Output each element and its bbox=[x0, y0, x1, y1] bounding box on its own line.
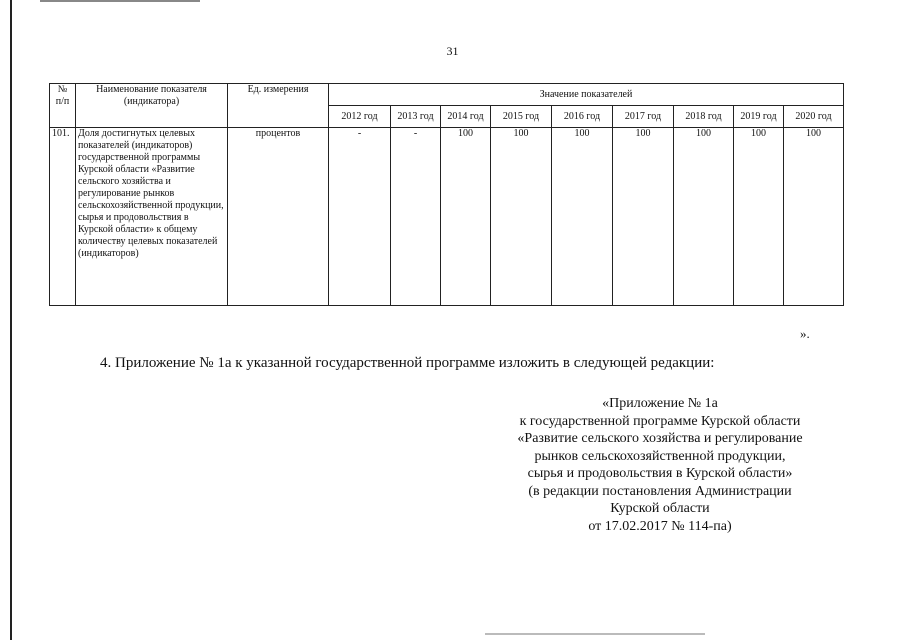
header-year: 2020 год bbox=[784, 106, 844, 128]
row-value: 100 bbox=[734, 128, 784, 306]
row-value: 100 bbox=[674, 128, 734, 306]
row-unit: процентов bbox=[228, 128, 329, 306]
header-number: № п/п bbox=[50, 84, 76, 128]
annex-line: (в редакции постановления Администрации bbox=[528, 483, 792, 499]
scan-bottom-artifact bbox=[485, 633, 705, 635]
header-year: 2014 год bbox=[441, 106, 491, 128]
annex-line: рынков сельскохозяйственной продукции, bbox=[534, 448, 786, 464]
row-value: 100 bbox=[552, 128, 613, 306]
scan-top-artifact bbox=[40, 0, 200, 2]
row-number: 101. bbox=[50, 128, 76, 306]
annex-line: Курской области bbox=[610, 501, 710, 516]
table-row bbox=[50, 128, 844, 306]
closing-quote: ». bbox=[800, 326, 810, 341]
annex-line: к государственной программе Курской области bbox=[519, 413, 801, 429]
row-value: 100 bbox=[613, 128, 674, 306]
annex-line: от 17.02.2017 № 114-па) bbox=[588, 518, 732, 534]
header-year: 2019 год bbox=[734, 106, 784, 128]
row-indicator-name: Доля достигнутых целевых показателей (индикаторов) государственной программы Курской области «Развитие сельского хозяйства и регулирование рынков сельскохозяйственной продукции, сырья и продовольствия в Курской области» к общему количеству целевых показателей (индикаторов) bbox=[76, 128, 228, 306]
annex-heading-block bbox=[480, 395, 840, 535]
row-value: - bbox=[391, 128, 441, 306]
header-year: 2018 год bbox=[674, 106, 734, 128]
row-value: - bbox=[329, 128, 391, 306]
header-year: 2015 год bbox=[491, 106, 552, 128]
header-year: 2016 год bbox=[552, 106, 613, 128]
page-number: 31 bbox=[446, 44, 459, 58]
indicators-table bbox=[49, 83, 844, 306]
header-year: 2012 год bbox=[329, 106, 391, 128]
header-year: 2017 год bbox=[613, 106, 674, 128]
header-values-group: Значение показателей bbox=[329, 84, 844, 106]
row-value: 100 bbox=[784, 128, 844, 306]
scan-left-edge-line bbox=[10, 0, 12, 640]
header-year: 2013 год bbox=[391, 106, 441, 128]
table-header-row bbox=[50, 84, 844, 106]
annex-line: «Развитие сельского хозяйства и регулирование bbox=[517, 431, 803, 446]
header-indicator-name: Наименование показателя (индикатора) bbox=[76, 84, 228, 128]
annex-line: «Приложение № 1а bbox=[602, 396, 718, 411]
row-value: 100 bbox=[441, 128, 491, 306]
header-unit: Ед. измерения bbox=[228, 84, 329, 128]
instruction-paragraph: 4. Приложение № 1а к указанной государственной программе изложить в следующей редакции: bbox=[100, 355, 715, 371]
row-value: 100 bbox=[491, 128, 552, 306]
annex-line: сырья и продовольствия в Курской области» bbox=[527, 466, 793, 481]
